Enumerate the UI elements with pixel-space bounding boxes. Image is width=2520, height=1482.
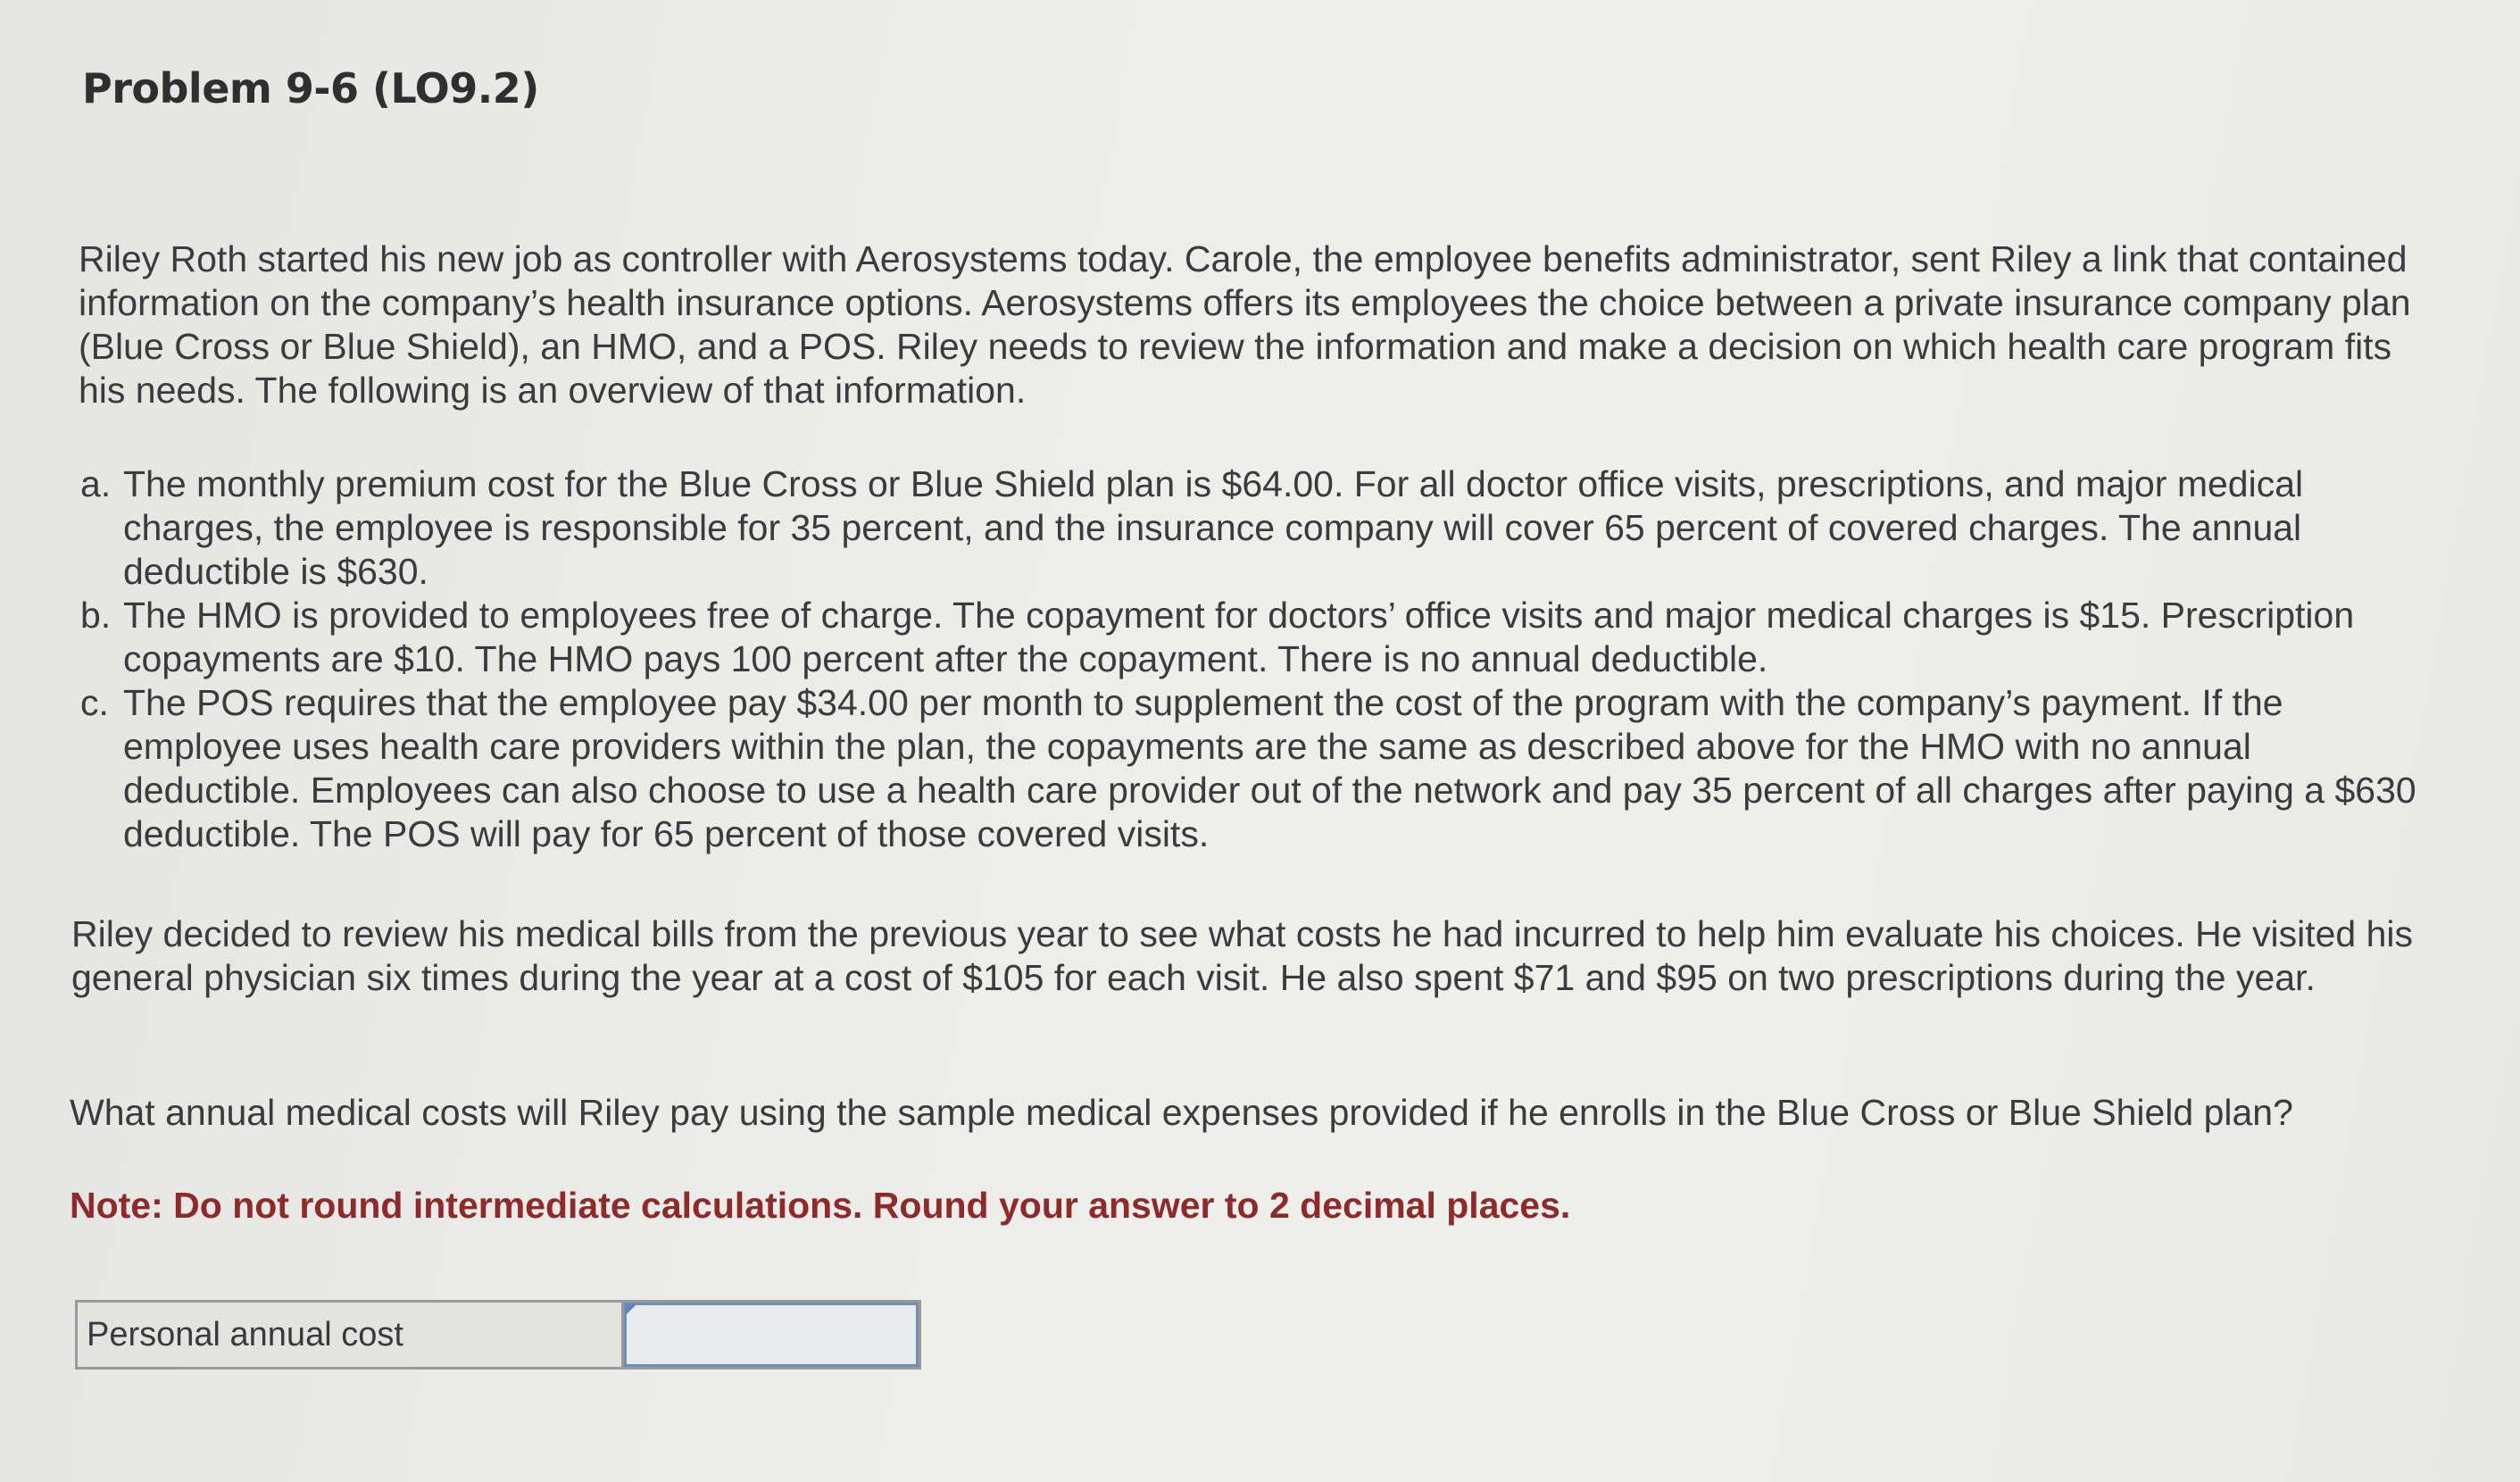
plan-options-list (80, 462, 2437, 856)
option-letter: c. (80, 682, 109, 723)
personal-annual-cost-input[interactable] (624, 1303, 919, 1367)
option-c (80, 681, 2437, 856)
medical-bills-paragraph: Riley decided to review his medical bills from the previous year to see what costs he had incurred to help him evaluate his choices. He visited his general physician six times during the year at a cost of $105 for each visit. He also spent $71 and $95 on two prescriptions during the year. (71, 913, 2413, 998)
answer-input-cell (624, 1303, 919, 1367)
option-text: The POS requires that the employee pay $34.00 per month to supplement the cost of the program with the company’s payment. If the employee uses health care providers within the plan, the copayments are the same as described above for the HMO with no annual deductible. Employees can also choose to use a health care provider out of the network and pay 35 percent of all charges after paying a $630 deductible. The POS will pay for 65 percent of those covered visits. (123, 682, 2416, 854)
option-text: The monthly premium cost for the Blue Cross or Blue Shield plan is $64.00. For all doctor office visits, prescriptions, and major medical charges, the employee is responsible for 35 percent, and the insurance company will cover 65 percent of covered charges. The annual deductible is $630. (123, 463, 2304, 592)
problem-intro: Riley Roth started his new job as controller with Aerosystems today. Carole, the employee benefits administrator, sent Riley a link that contained information on the company’s health insurance options. Aerosystems offers its employees the choice between a private insurance company plan (Blue Cross or Blue Shield), an HMO, and a POS. Riley needs to review the information and make a decision on which health care program fits his needs. The following is an overview of that information. (79, 238, 2411, 411)
problem-title: Problem 9-6 (LO9.2) (82, 64, 539, 112)
answer-label: Personal annual cost (78, 1303, 624, 1367)
option-b (80, 594, 2437, 681)
rounding-note: Note: Do not round intermediate calculations. Round your answer to 2 decimal places. (70, 1185, 1571, 1226)
option-letter: b. (80, 595, 112, 636)
option-a (80, 462, 2437, 594)
answer-table (75, 1300, 921, 1370)
option-letter: a. (80, 463, 112, 504)
question-text: What annual medical costs will Riley pay using the sample medical expenses provided if he enrolls in the Blue Cross or Blue Shield plan? (70, 1092, 2293, 1133)
option-text: The HMO is provided to employees free of charge. The copayment for doctors’ office visits and major medical charges is $15. Prescription copayments are $10. The HMO pays 100 percent after the copayment. There is no annual deductible. (123, 595, 2355, 679)
